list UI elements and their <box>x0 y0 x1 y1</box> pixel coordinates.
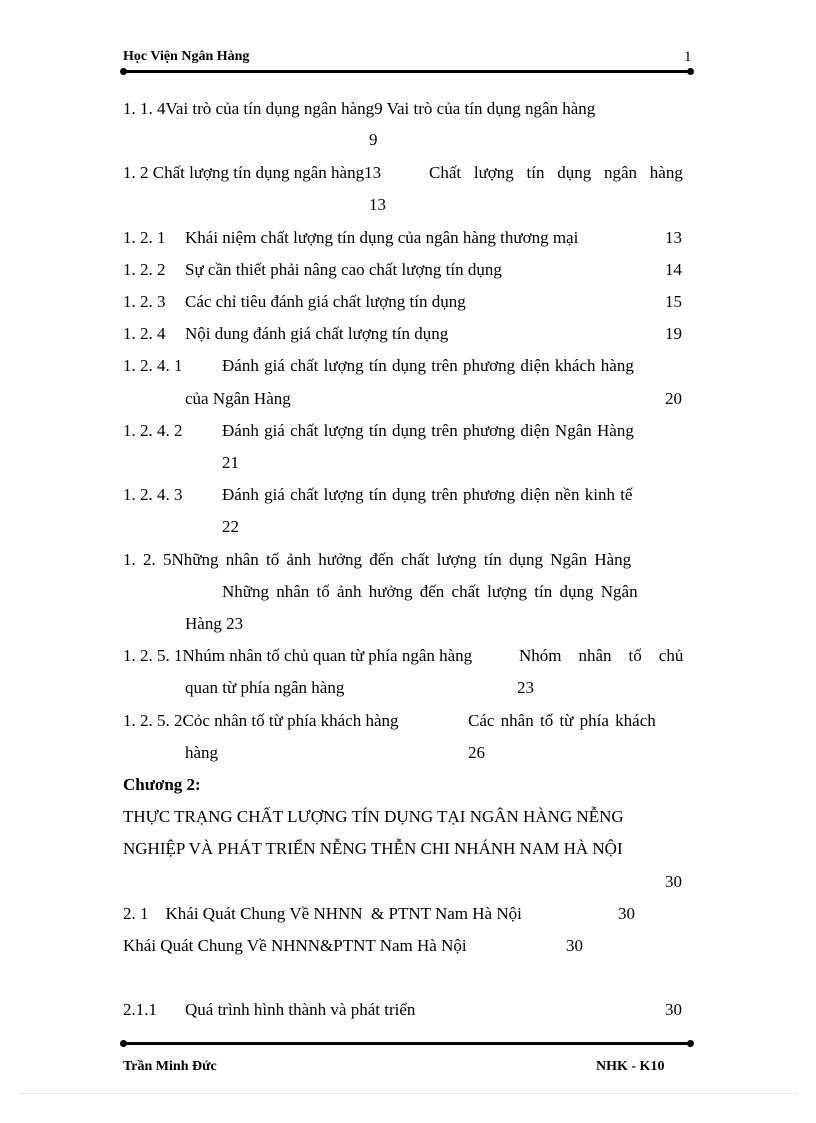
toc-page: 30 <box>566 936 583 955</box>
toc-line: 1. 2. 5Những nhân tố ảnh hưởng đến chất lượng tín dụng Ngân Hàng <box>123 550 632 569</box>
toc-page: 13 <box>369 195 386 214</box>
toc-page: 21 <box>222 453 239 472</box>
footer-author: Trần Minh Đức <box>123 1059 217 1074</box>
toc-page: 13 <box>665 228 682 247</box>
toc-line: 1. 1. 4Vai trò của tín dụng ngân hàng9 Vai trò của tín dụng ngân hàng <box>123 99 596 118</box>
toc-page: 20 <box>665 389 682 408</box>
toc-title: Sự cần thiết phải nâng cao chất lượng tín dụng <box>185 260 502 279</box>
toc-num: 1. 2. 2 <box>123 260 166 279</box>
toc-title: Đánh giá chất lượng tín dụng trên phương diện khách hàng <box>222 356 634 375</box>
toc-line: Nhóm nhân tố chủ <box>519 646 684 665</box>
toc-title: Đánh giá chất lượng tín dụng trên phương diện Ngân Hàng <box>222 421 634 440</box>
toc-line: quan từ phía ngân hàng <box>185 678 345 697</box>
chapter-title: THỰC TRẠNG CHẤT LƯỢNG TÍN DỤNG TẠI NGÂN HÀNG NỄNG <box>123 807 624 826</box>
toc-line: hàng <box>185 743 219 762</box>
toc-page: 30 <box>618 904 635 923</box>
toc-line: Chất lượng tín dụng ngân hàng <box>429 163 683 182</box>
toc-line: Các nhân tố từ phía khách <box>468 711 656 730</box>
footer-class: NHK - K10 <box>596 1059 665 1074</box>
toc-num: 1. 2. 1 <box>123 228 166 247</box>
toc-num: 1. 2. 3 <box>123 292 166 311</box>
toc-line: Khái Quát Chung Về NHNN&PTNT Nam Hà Nội <box>123 936 467 955</box>
toc-page: 26 <box>468 743 485 762</box>
toc-line: 1. 2. 5. 2Cỏc nhân tố từ phía khách hàng <box>123 711 399 730</box>
toc-title: Các chỉ tiêu đánh giá chất lượng tín dụng <box>185 292 466 311</box>
toc-line: 2. 1 Khái Quát Chung Về NHNN & PTNT Nam Hà Nội <box>123 904 522 923</box>
page-bottom-dotted-line <box>20 1093 796 1094</box>
footer-rule <box>123 1042 691 1045</box>
toc-line: 1. 2 Chất lượng tín dụng ngân hàng13 <box>123 163 382 182</box>
toc-num: 1. 2. 4. 3 <box>123 485 183 504</box>
chapter-title: NGHIỆP VÀ PHÁT TRIỂN NỄNG THỄN CHI NHÁNH NAM HÀ NỘI <box>123 839 623 858</box>
toc-line: Những nhân tố ảnh hưởng đến chất lượng tín dụng Ngân <box>222 582 638 601</box>
page-number: 1 <box>684 49 692 65</box>
toc-num: 1. 2. 4 <box>123 324 166 343</box>
toc-page: 9 <box>369 130 378 149</box>
toc-title: Đánh giá chất lượng tín dụng trên phương diện nền kinh tế <box>222 485 633 504</box>
toc-page: 15 <box>665 292 682 311</box>
toc-title: của Ngân Hàng <box>185 389 291 408</box>
toc-line: Hàng 23 <box>185 614 244 633</box>
toc-page: 22 <box>222 517 239 536</box>
toc-page: 23 <box>517 678 534 697</box>
toc-page: 14 <box>665 260 682 279</box>
toc-page: 19 <box>665 324 682 343</box>
toc-title: Nội dung đánh giá chất lượng tín dụng <box>185 324 449 343</box>
chapter-label: Chương 2: <box>123 775 201 794</box>
toc-page: 30 <box>665 872 682 891</box>
header-rule <box>123 70 691 73</box>
toc-title: Quá trình hình thành và phát triển <box>185 1000 416 1019</box>
toc-num: 2.1.1 <box>123 1000 157 1019</box>
toc-title: Khái niệm chất lượng tín dụng của ngân hàng thương mại <box>185 228 579 247</box>
toc-page: 30 <box>665 1000 682 1019</box>
toc-num: 1. 2. 4. 1 <box>123 356 183 375</box>
header-title: Học Viện Ngân Hàng <box>123 49 250 64</box>
toc-num: 1. 2. 4. 2 <box>123 421 183 440</box>
toc-line: 1. 2. 5. 1Nhúm nhân tố chủ quan từ phía ngân hàng <box>123 646 473 665</box>
